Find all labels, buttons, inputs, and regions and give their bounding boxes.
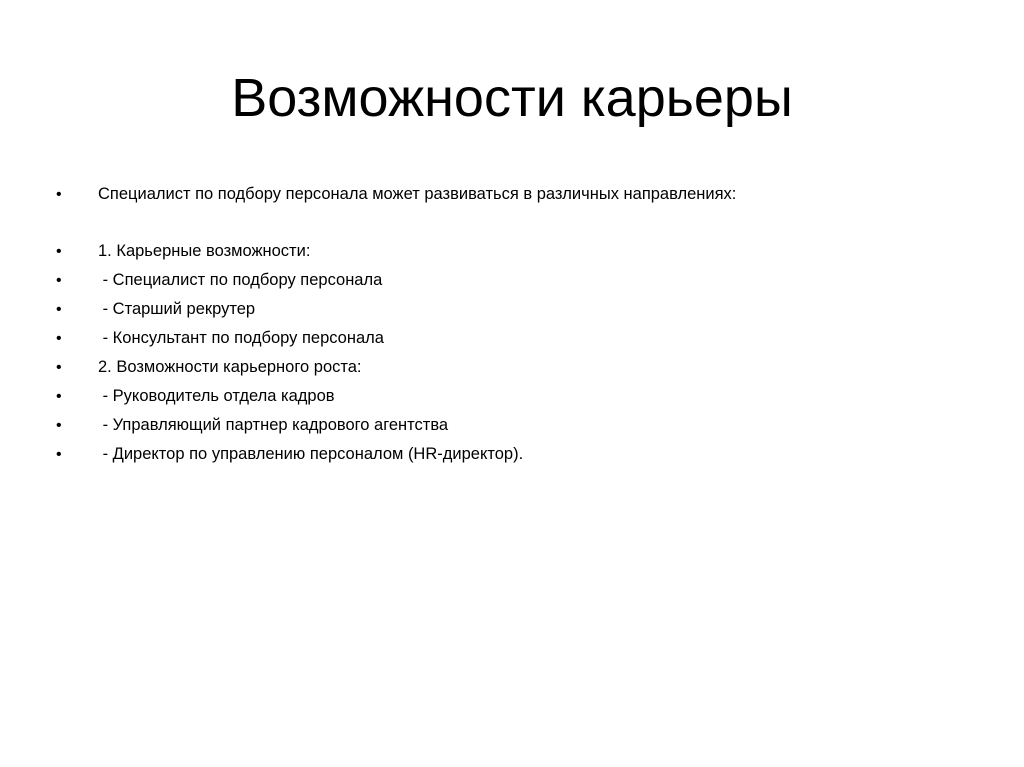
- list-item: [56, 266, 976, 295]
- bullet-text: - Руководитель отдела кадров: [98, 387, 335, 405]
- bullet-icon: •: [56, 272, 62, 289]
- list-item: [56, 382, 976, 411]
- bullet-text: - Управляющий партнер кадрового агентства: [98, 416, 449, 434]
- bullet-icon: •: [56, 388, 62, 405]
- bullet-text: Специалист по подбору персонала может развиваться в различных направлениях:: [98, 185, 737, 203]
- bullet-text: 2. Возможности карьерного роста:: [98, 358, 362, 376]
- list-item: [56, 324, 976, 353]
- list-item: [56, 411, 976, 440]
- list-item: [56, 295, 976, 324]
- bullet-icon: •: [56, 301, 62, 318]
- bullet-icon: •: [56, 330, 62, 347]
- bullet-text: - Консультант по подбору персонала: [98, 329, 384, 347]
- list-item: [56, 353, 976, 382]
- bullet-list: [56, 180, 976, 469]
- slide-title: Возможности карьеры: [231, 68, 793, 128]
- bullet-text: - Специалист по подбору персонала: [98, 271, 383, 289]
- bullet-icon: •: [56, 186, 62, 203]
- list-item: [56, 440, 976, 469]
- bullet-text: - Старший рекрутер: [98, 300, 256, 318]
- list-item: [56, 237, 976, 266]
- bullet-text: 1. Карьерные возможности:: [98, 242, 311, 260]
- list-item: [56, 180, 976, 209]
- bullet-icon: •: [56, 446, 62, 463]
- bullet-icon: •: [56, 243, 62, 260]
- bullet-icon: •: [56, 417, 62, 434]
- bullet-icon: •: [56, 359, 62, 376]
- bullet-text: - Директор по управлению персоналом (HR-директор).: [98, 445, 524, 463]
